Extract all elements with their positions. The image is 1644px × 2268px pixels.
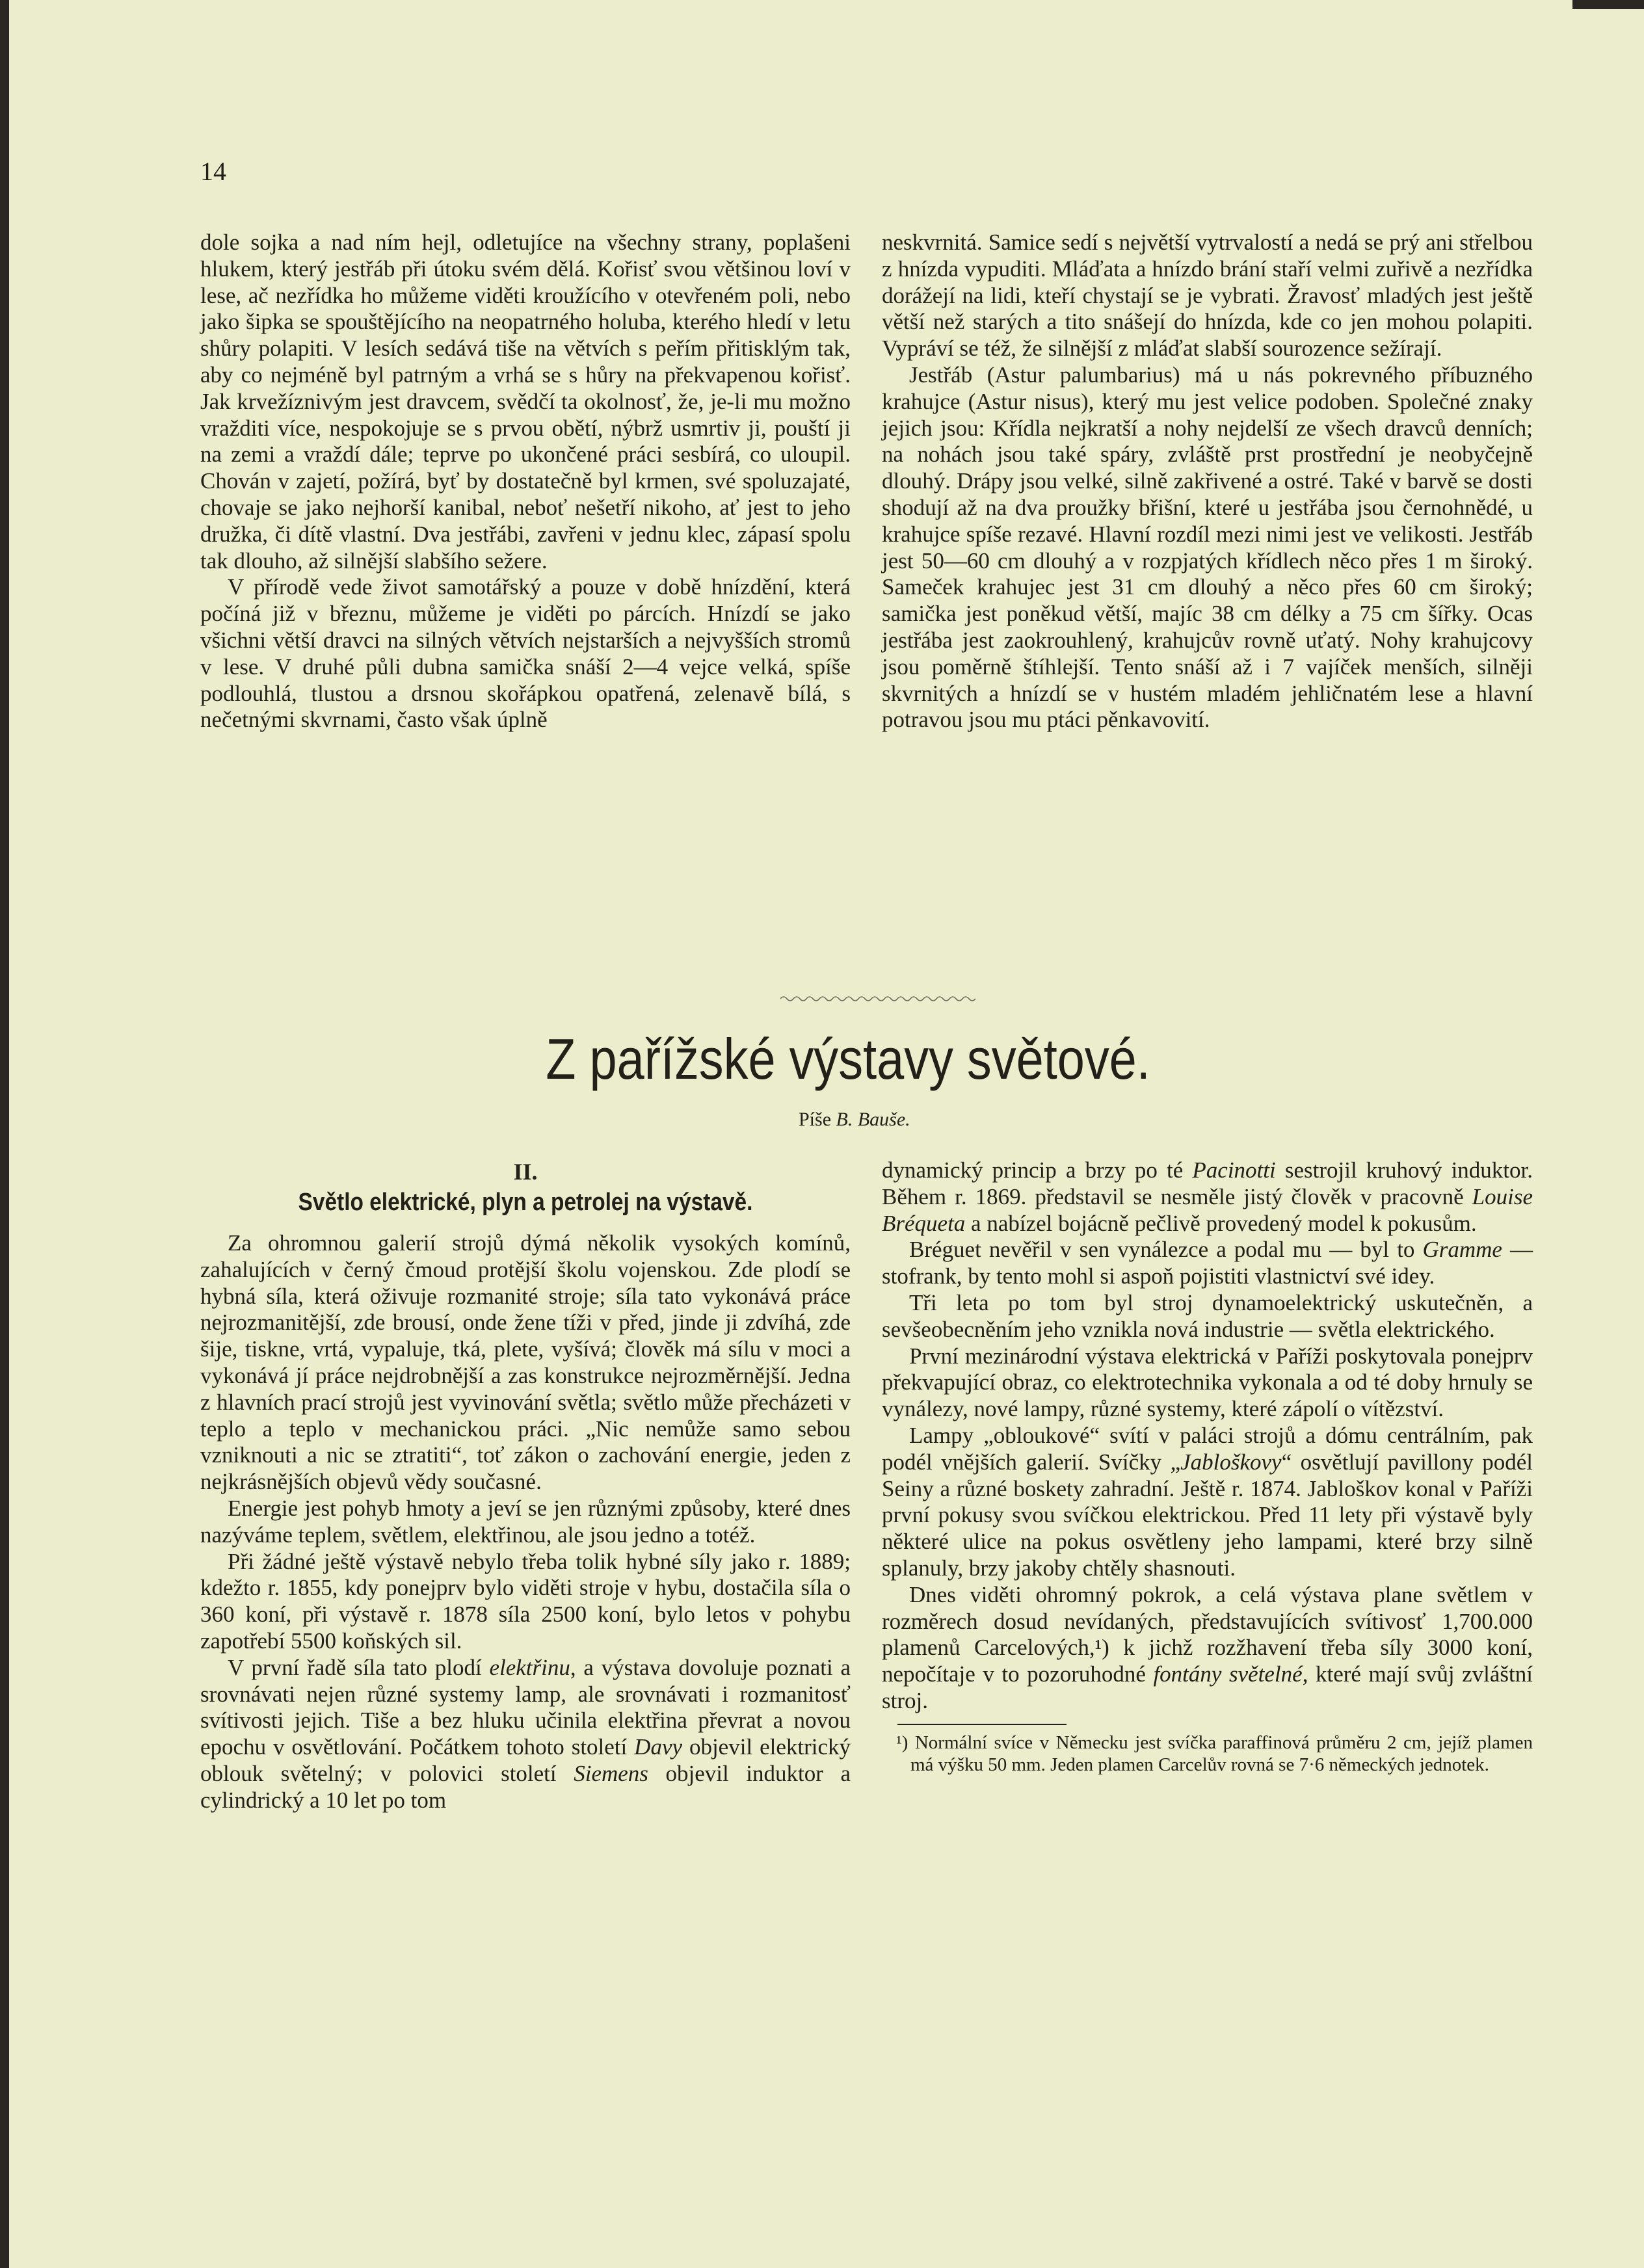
- text-run: sestrojil kruhový induktor. Během r. 1869. představil se nesměle jistý člověk v pracovně: [882, 1157, 1533, 1209]
- text-run: , které mají svůj zvláštní stroj.: [882, 1661, 1533, 1713]
- text-run: Dnes viděti ohromný pokrok, a celá výstava plane světlem v rozměrech dosud nevídaných, představujících svítivosť 1,700.000 plamenů Carcelových,¹) k jichž rozžhavení třeba síly 3000 koní, nepočítaje v to pozoruhodné: [882, 1581, 1533, 1687]
- paragraph: V přírodě vede život samotářský a pouze v době hnízdění, která počíná již v březnu, můžeme je viděti po párcích. Hnízdí se jako všichni větší dravci na silných větvích nejstarších a nejvyšších stromů v lese. V druhé půli dubna samička snáší 2—4 vejce velká, spíše podlouhlá, tlustou a drsnou skořápkou opatřená, zelenavě bílá, s nečetnými skvrnami, často však úplně: [200, 574, 851, 733]
- paragraph: dole sojka a nad ním hejl, odletujíce na všechny strany, poplašeni hlukem, který jestřáb při útoku svém dělá. Kořisť svou většinou loví v lese, ač nezřídka ho můžeme viděti kroužícího v otevřeném poli, nebo jako šipka se spouštějícího na neopatrného holuba, kterého hledí v letu shůry polapiti. V lesích sedává tiše na větvích s peřím přitisklým tak, aby co nejméně byl patrným a vrhá se s hůry na překvapenou kořisť. Jak krvežíznivým jest dravcem, svědčí ta okolnosť, že, je-li mu možno vražditi více, nespokojuje se s prvou obětí, nýbrž usmrtiv ji, pouští ji na zemi a vraždí dále; teprve po ukončené práci sesbírá, co uloupil. Chován v zajetí, požírá, byť by dostatečně byl krmen, své spoluzajaté, chovaje se jako nejhorší kanibal, neboť nešetří nikoho, ať jest to jeho družka, či dítě vlastní. Dva jestřábi, zavřeni v jednu klec, zápasí spolu tak dlouho, až silnější slabšího sežere.: [200, 230, 851, 574]
- byline-prefix: Píše: [799, 1109, 832, 1130]
- italic-name: Siemens: [574, 1760, 648, 1786]
- text-run: , a výstava dovoluje poznati a srovnávati nejen různé systemy lamp, ale srovnávati i rozmanitosť svítivosti jejich. Tiše a bez hluku učinila elektřina převrat a novou epochu v osvětlování. Počátkem tohoto století: [200, 1654, 851, 1760]
- section-title: Světlo elektrické, plyn a petrolej na výstavě.: [298, 1189, 753, 1216]
- text-run: V první řadě síla tato plodí: [228, 1654, 490, 1680]
- italic-term: fontány světelné: [1153, 1661, 1303, 1687]
- text-run: objevil induktor a cylindrický a 10 let po tom: [200, 1760, 851, 1813]
- footnote-rule: [897, 1724, 1067, 1725]
- italic-name: Jabloškovy: [1180, 1449, 1282, 1475]
- text-run: — stofrank, by tento mohl si aspoň pojistiti vlastnictví své idey.: [882, 1237, 1533, 1289]
- text-run: Bréguet nevěřil v sen vynálezce a podal mu — byl to: [909, 1237, 1423, 1263]
- paragraph: Tři leta po tom byl stroj dynamoelektrický uskutečněn, a sevšeobecněním jeho vznikla nová industrie — světla elektrického.: [882, 1289, 1533, 1342]
- section-number: II.: [513, 1159, 538, 1185]
- text-run: a nabízel bojácně pečlivě provedený model k pokusům.: [965, 1210, 1477, 1236]
- ornamental-divider: [780, 994, 975, 1004]
- column-top-right: [882, 230, 1533, 733]
- paragraph: [200, 1655, 851, 1814]
- byline-author: B. Bauše.: [836, 1109, 910, 1130]
- footnote: ¹) Normální svíce v Německu jest svíčka paraffinová průměru 2 cm, jejíž plamen má výšku 50 mm. Jeden plamen Carcelův rovná se 7·6 německých jednotek.: [896, 1732, 1533, 1775]
- text-run: Lampy „obloukové“ svítí v paláci strojů a dómu centrálním, pak podél vnějších galerií. Svíčky „: [882, 1422, 1533, 1475]
- italic-name: Gramme: [1422, 1237, 1502, 1263]
- italic-name: Louise Bréqueta: [882, 1183, 1533, 1236]
- paragraph: První mezinárodní výstava elektrická v Paříži poskytovala ponejprv překvapující obraz, co elektrotechnika vykonala a od té doby hrnuly se vynálezy, nové lampy, různé systemy, které zápolí o vítězství.: [882, 1343, 1533, 1422]
- paragraph: [882, 1237, 1533, 1290]
- italic-name: Davy: [634, 1734, 683, 1760]
- page-number: 14: [200, 157, 226, 186]
- italic-name: Pacinotti: [1192, 1157, 1276, 1183]
- column-bottom-right: [882, 1157, 1533, 1776]
- paragraph: Energie jest pohyb hmoty a jeví se jen různými způsoby, které dnes nazýváme teplem, světlem, elektřinou, ale jsou jedno a totéž.: [200, 1495, 851, 1548]
- paragraph: [882, 1582, 1533, 1715]
- article-title: Z pařížské výstavy světové.: [546, 1027, 1150, 1091]
- byline: [799, 1110, 910, 1129]
- italic-term: elektřinu: [489, 1654, 570, 1680]
- column-bottom-left: [200, 1157, 851, 1814]
- text-run: objevil elektrický oblouk světelný; v polovici století: [200, 1734, 851, 1786]
- paragraph: Jestřáb (Astur palumbarius) má u nás pokrevného příbuzného krahujce (Astur nisus), který mu jest velice podoben. Společné znaky jejich jsou: Křídla nejkratší a nohy nejdelší ze všech dravců denních; na nohách jsou také spáry, zvláště prst prostřední je neobyčejně dlouhý. Drápy jsou velké, silně zakřivené a ostré. Také v barvě se dosti shodují až na dva proužky břišní, které u jestřába jsou černohnědé, u krahujce spíše rezavé. Hlavní rozdíl mezi nimi jest ve velikosti. Jestřáb jest 50—60 cm dlouhý a v rozpjatých křídlech něco přes 1 m široký. Sameček krahujec jest 31 cm dlouhý a něco přes 60 cm široký; samička jest poněkud větší, majíc 38 cm délky a 75 cm šířky. Ocas jestřába jest zaokrouhlený, krahujcův rovně uťatý. Nohy krahujcovy jsou poměrně štíhlejší. Tento snáší až i 7 vajíček menších, silněji skvrnitých a hnízdí se v hustém mladém jehličnatém lese a hlavní potravou jsou mu ptáci pěnkavovití.: [882, 362, 1533, 733]
- text-run: dynamický princip a brzy po té: [882, 1157, 1193, 1183]
- page-edge: [0, 0, 9, 2268]
- column-top-left: [200, 230, 851, 733]
- paragraph: [882, 1157, 1533, 1237]
- paragraph: Při žádné ještě výstavě nebylo třeba tolik hybné síly jako r. 1889; kdežto r. 1855, kdy ponejprv bylo viděti stroje v hybu, dostačila síla o 360 koní, při výstavě r. 1878 síla 2500 koní, bylo letos v pohybu zapotřebí 5500 koňských sil.: [200, 1548, 851, 1654]
- paragraph: [882, 1423, 1533, 1582]
- page-corner: [1572, 0, 1644, 9]
- paragraph: Za ohromnou galerií strojů dýmá několik vysokých komínů, zahalujících v černý čmoud protější školu vojenskou. Zde plodí se hybná síla, která oživuje rozmanité stroje; síla tato vykonává práce nejrozmanitější, zde brousí, onde žene tíži v před, jinde ji zdvíhá, zde šije, tiskne, vrtá, vypaluje, tká, plete, vyšívá; člověk má sílu v moci a vykonává jí práce nejdrobnější a zas konstrukce nejrozměrnější. Jedna z hlavních prací strojů jest vyvinování světla; světlo může přecházeti v teplo a teplo v mechanickou práci. „Nic nemůže samo sebou vzniknouti a nic se ztratiti“, toť zákon o zachování energie, jeden z nejkrásnějších objevů vědy současné.: [200, 1230, 851, 1495]
- text-run: “ osvětlují pavillony podél Seiny a různé boskety zahradní. Ještě r. 1874. Jabloškov konal v Paříži první pokusy svou svíčkou elektrickou. Před 11 lety při výstavě byly některé ulice na pokus osvětleny jeho lampami, které brzy silně splanuly, brzy jakoby chtěly shasnouti.: [882, 1449, 1533, 1581]
- paragraph: neskvrnitá. Samice sedí s největší vytrvalostí a nedá se prý ani střelbou z hnízda vypuditi. Mláďata a hnízdo brání staří velmi zuřivě a nezřídka dorážejí na lidi, kteří chystají se je vybrati. Žravosť mladých jest ještě větší než starých a tito snášejí do hnízda, kde co jen mohou polapiti. Vypráví se též, že silnější z mláďat slabší sourozence sežírají.: [882, 230, 1533, 362]
